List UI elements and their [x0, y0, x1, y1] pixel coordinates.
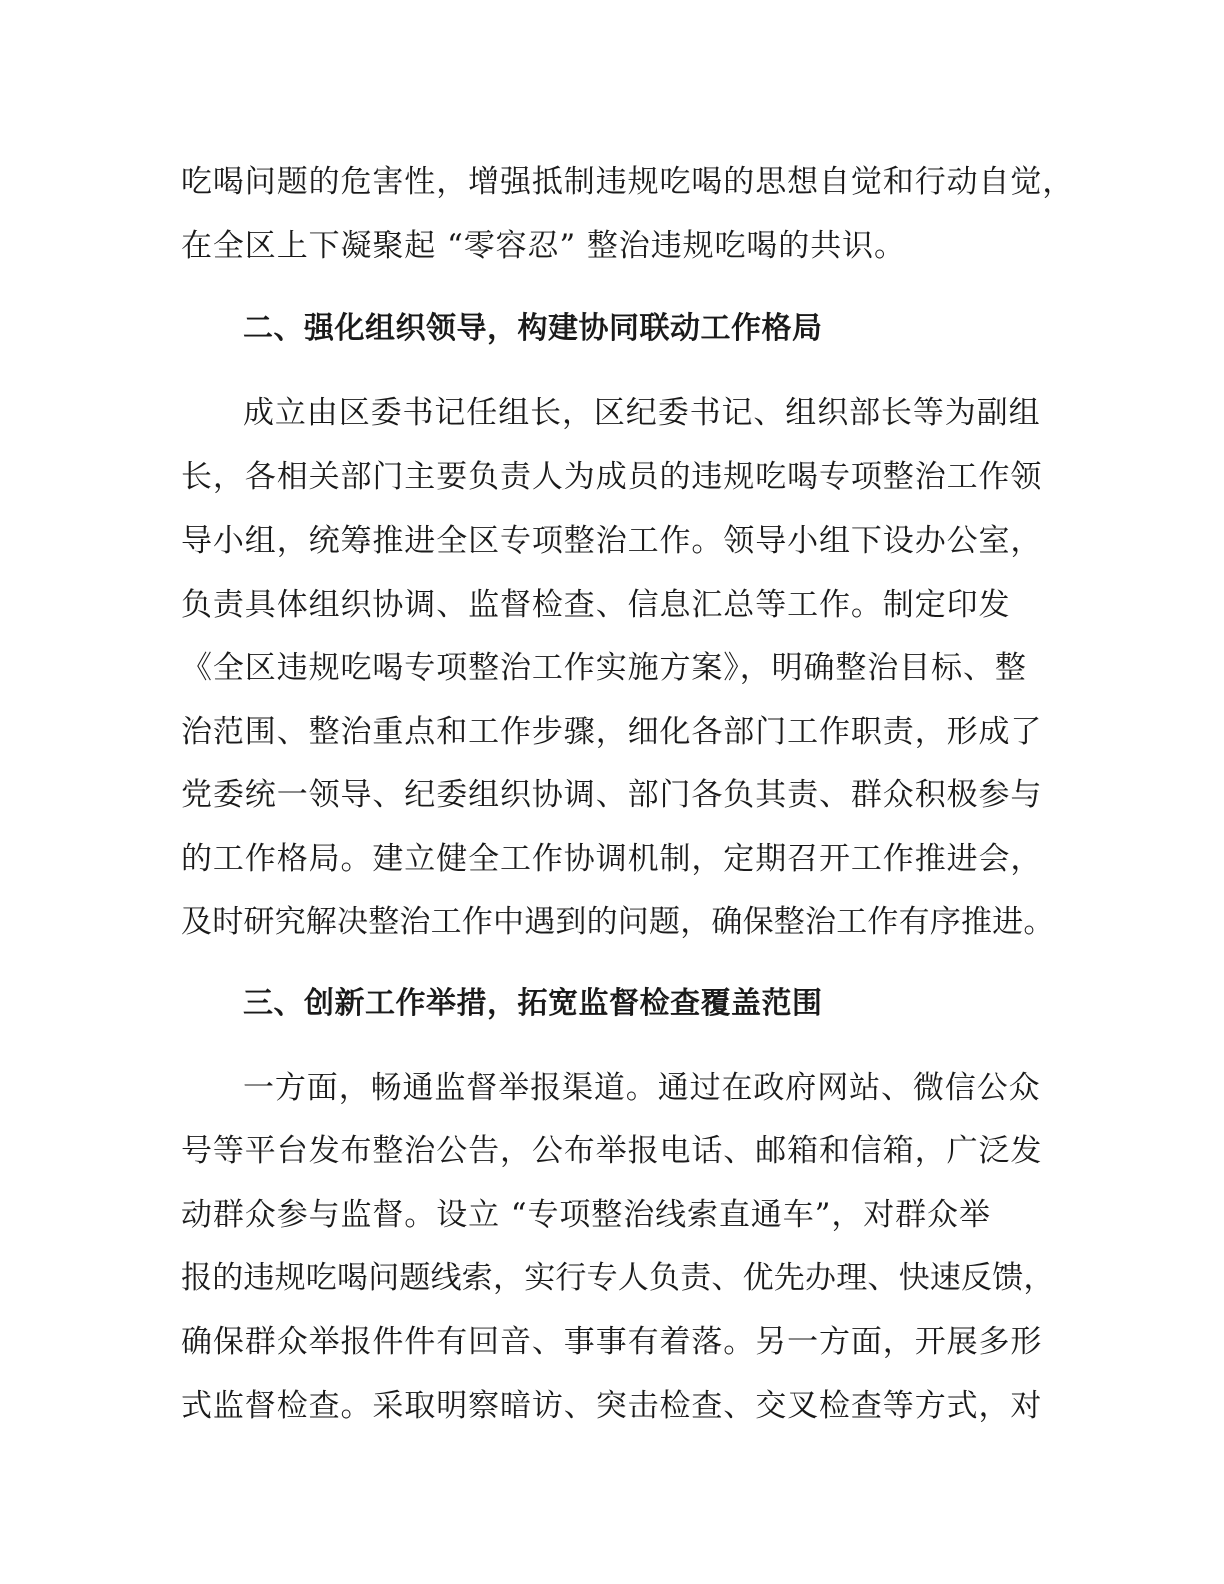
body-text-line: 一方面，畅通监督举报渠道。通过在政府网站、微信公众 — [243, 1070, 1041, 1106]
section-heading-3: 三、创新工作举措，拓宽监督检查覆盖范围 — [243, 986, 823, 1021]
body-text-line: 及时研究解决整治工作中遇到的问题，确保整治工作有序推进。 — [181, 904, 1055, 940]
body-text-line: 确保群众举报件件有回音、事事有着落。另一方面，开展多形 — [181, 1324, 1043, 1360]
body-text-line: 号等平台发布整治公告，公布举报电话、邮箱和信箱，广泛发 — [181, 1133, 1043, 1169]
body-text-line: 党委统一领导、纪委组织协调、部门各负其责、群众积极参与 — [181, 777, 1043, 813]
body-text-line: 长，各相关部门主要负责人为成员的违规吃喝专项整治工作领 — [181, 459, 1043, 495]
body-text-line: 吃喝问题的危害性，增强抵制违规吃喝的思想自觉和行动自觉， — [181, 164, 1075, 200]
body-text-line: 在全区上下凝聚起 “零容忍” 整治违规吃喝的共识。 — [181, 228, 906, 264]
body-text-line: 《全区违规吃喝专项整治工作实施方案》，明确整治目标、整 — [181, 650, 1027, 686]
body-text-line: 报的违规吃喝问题线索，实行专人负责、优先办理、快速反馈， — [181, 1260, 1055, 1296]
body-text-line: 动群众参与监督。设立 “专项整治线索直通车”，对群众举 — [181, 1197, 991, 1233]
body-text-line: 导小组，统筹推进全区专项整治工作。领导小组下设办公室， — [181, 523, 1043, 559]
body-text-line: 成立由区委书记任组长，区纪委书记、组织部长等为副组 — [243, 395, 1041, 431]
body-text-line: 治范围、整治重点和工作步骤，细化各部门工作职责，形成了 — [181, 714, 1043, 750]
body-text-line: 式监督检查。采取明察暗访、突击检查、交叉检查等方式，对 — [181, 1388, 1043, 1424]
body-text-line: 负责具体组织协调、监督检查、信息汇总等工作。制定印发 — [181, 587, 1011, 623]
body-text-line: 的工作格局。建立健全工作协调机制，定期召开工作推进会， — [181, 841, 1043, 877]
section-heading-2: 二、强化组织领导，构建协同联动工作格局 — [243, 311, 823, 346]
